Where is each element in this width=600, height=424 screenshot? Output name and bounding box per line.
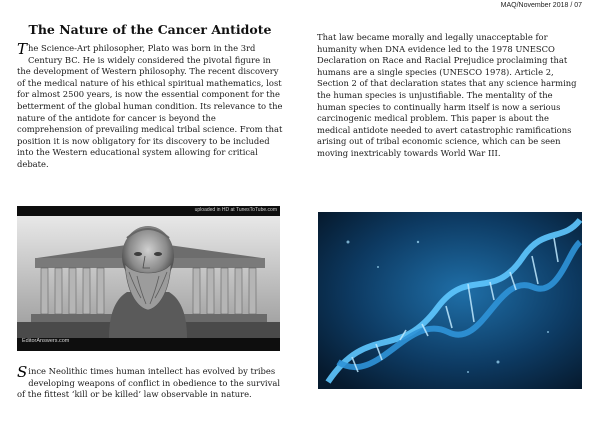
- drop-cap: T: [17, 40, 28, 58]
- dna-helix-image: [318, 212, 582, 389]
- image-watermark: EditorAnswers.com: [22, 338, 70, 344]
- right-column: [317, 32, 583, 160]
- second-paragraph: [17, 363, 283, 401]
- left-column: [17, 22, 283, 171]
- third-paragraph: That law became morally and legally unacceptable for humanity when DNA evidence led to the 1978 UNESCO Declaration on Race and Racial Prejudice proclaiming that humans are a single species (UNESCO 1978). Article 2, Section 2 of that declaration states that any science harming the human species is unjustifiable. The mentality of the human species to continually harm itself is now a serious carcinogenic medical problem. This paper is about the medical antidote needed to avert catastrophic ramifications arising out of tribal economic science, which can be seen moving inextricably towards World War III.: [317, 32, 577, 158]
- dna-helix-picture: [318, 212, 582, 389]
- intro-paragraph-text: he Science-Art philosopher, Plato was born in the 3rd Century BC. He is widely considered the pivotal figure in the development of Western philosophy. The recent discovery of the medical nature of his ethical spiritual mathematics, lost for almost 2500 years, is now the essential component for the betterment of the global human condition. Its relevance to the nature of the antidote for cancer is beyond the comprehension of prevailing medical tribal science. From that position it is now obligatory for its discovery to be included into the Western educational system allowing for critical debate.: [17, 43, 283, 169]
- intro-paragraph: [17, 40, 283, 171]
- plato-parthenon-image: [17, 206, 280, 351]
- article-title: The Nature of the Cancer Antidote: [28, 22, 272, 37]
- second-paragraph-text: ince Neolithic times human intellect has evolved by tribes developing weapons of conflict in obedience to the survival of the fittest ‘kill or be killed’ law observable in nature.: [17, 366, 281, 400]
- image-credit: uploaded in HD at TunesToTube.com: [194, 207, 277, 213]
- page-reference: MAQ/November 2018 / 07: [500, 2, 582, 9]
- plato-parthenon-picture: [17, 206, 280, 351]
- drop-cap-2: S: [17, 363, 28, 381]
